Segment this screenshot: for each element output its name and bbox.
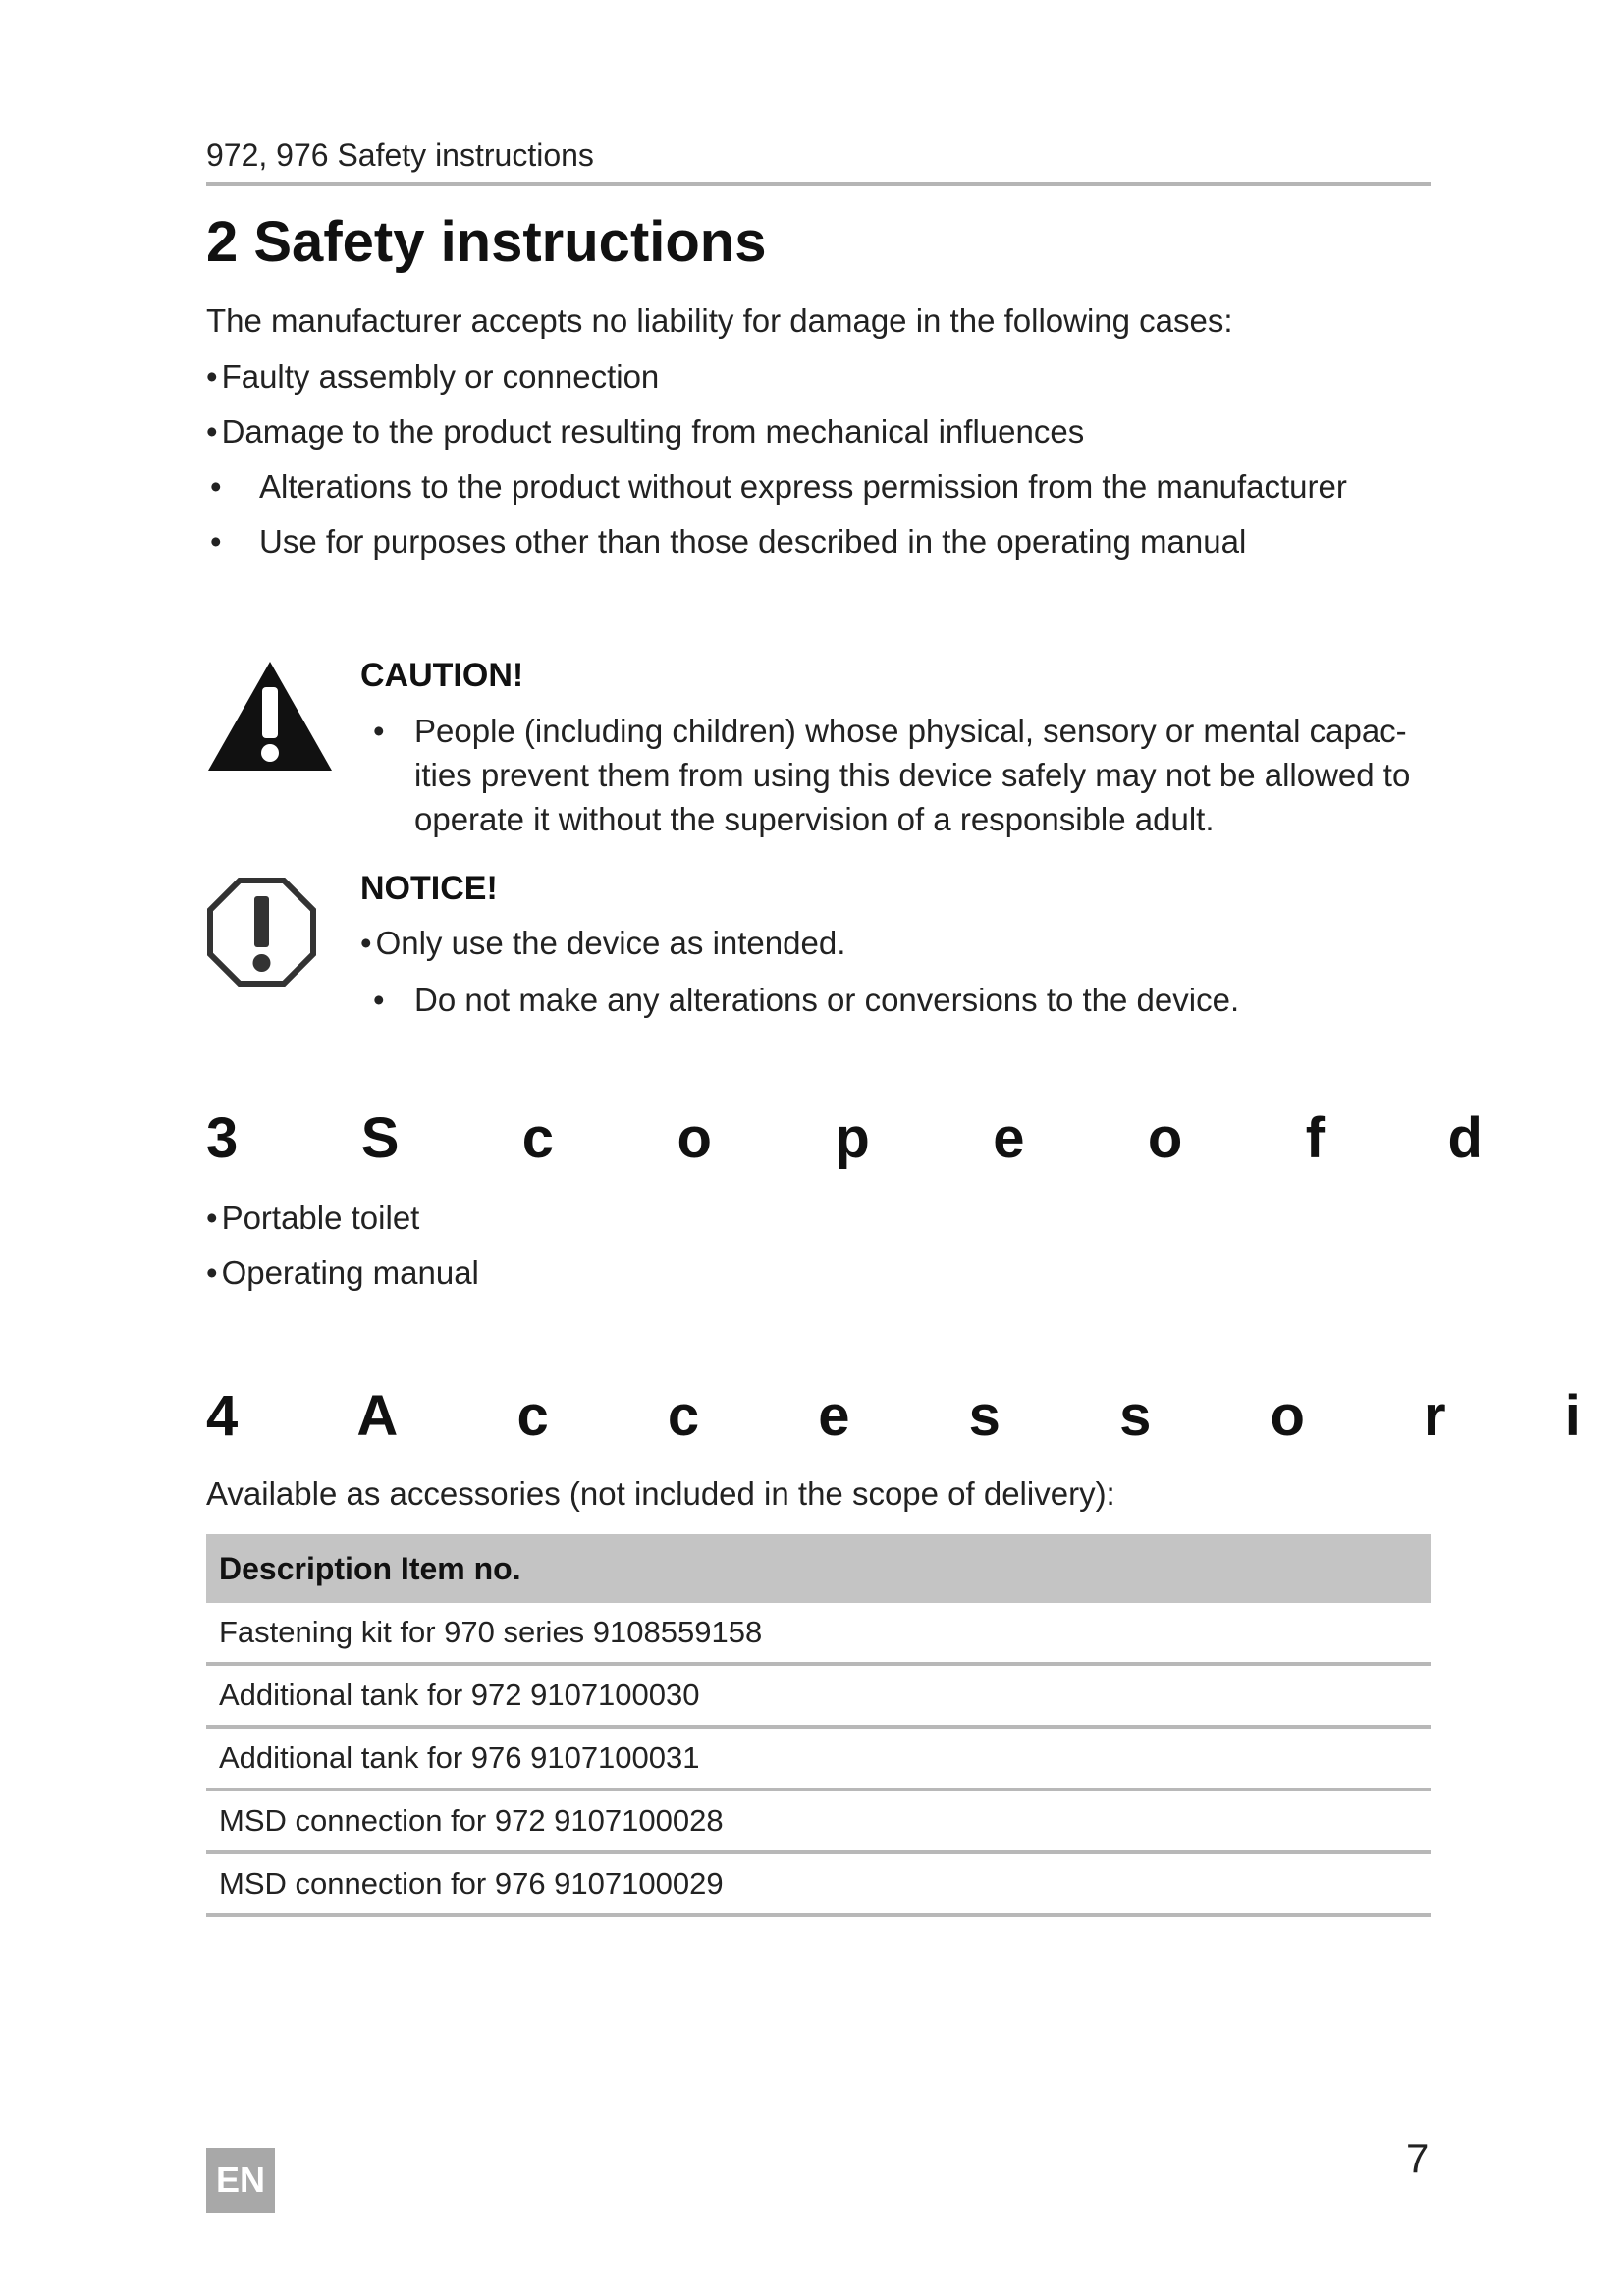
liability-intro: The manufacturer accepts no liability for damage in the following cases: (206, 302, 1233, 339)
table-row (206, 1852, 1431, 1915)
notice-item-text: Do not make any alterations or conversions to the device. (414, 982, 1240, 1018)
table-header-cell: Description Item no. (206, 1534, 1431, 1603)
table-row (206, 1727, 1431, 1789)
liability-item (206, 412, 1084, 452)
notice-item (360, 924, 845, 963)
liability-item (206, 357, 659, 397)
header-rule (206, 182, 1431, 186)
title-char: e (818, 1384, 850, 1448)
scope-item-text: Operating manual (221, 1255, 479, 1291)
title-char: S (360, 1106, 400, 1170)
caution-line: ities prevent them from using this device safely may not be allowed to (414, 757, 1411, 793)
table-header-row (206, 1534, 1431, 1603)
notice-item-text: Only use the device as intended. (375, 925, 846, 961)
notice-octagon-icon (206, 877, 317, 988)
table-cell: Additional tank for 972 9107100030 (206, 1664, 1431, 1727)
table-cell: MSD connection for 976 9107100029 (206, 1852, 1431, 1915)
table-row (206, 1664, 1431, 1727)
notice-label: NOTICE! (360, 870, 498, 907)
section-4-title (206, 1382, 1581, 1451)
bullet-glyph: • (206, 1200, 218, 1236)
caution-line: People (including children) whose physical, sensory or mental capac- (414, 713, 1407, 749)
title-char: s (968, 1384, 1001, 1448)
table-cell: Additional tank for 976 9107100031 (206, 1727, 1431, 1789)
bullet-glyph: • (210, 468, 222, 505)
section-2-title: 2 Safety instructions (206, 210, 767, 274)
liability-item-text: Use for purposes other than those described in the operating manual (259, 523, 1247, 560)
title-char: o (677, 1106, 712, 1170)
title-char: r (1424, 1384, 1446, 1448)
bullet-glyph: • (210, 523, 222, 560)
bullet-glyph: • (206, 358, 218, 395)
title-char: A (356, 1384, 399, 1448)
table-cell: Fastening kit for 970 series 9108559158 (206, 1603, 1431, 1664)
scope-item (206, 1254, 479, 1293)
running-header: 972, 976 Safety instructions (206, 137, 594, 173)
title-char: c (521, 1106, 555, 1170)
caution-line: operate it without the supervision of a responsible adult. (414, 801, 1215, 837)
accessories-table (206, 1534, 1431, 1917)
bullet-glyph: • (360, 925, 372, 961)
title-char: c (667, 1384, 700, 1448)
table-row (206, 1789, 1431, 1852)
title-char: p (835, 1106, 870, 1170)
title-char: 3 (206, 1106, 239, 1170)
caution-label: CAUTION! (360, 657, 524, 694)
accessories-intro: Available as accessories (not included in the scope of delivery): (206, 1475, 1115, 1512)
language-badge: EN (206, 2148, 275, 2213)
title-char: i (1564, 1384, 1581, 1448)
liability-item-text: Damage to the product resulting from mechanical influences (221, 413, 1085, 450)
bullet-glyph: • (206, 1255, 218, 1291)
title-char: f (1305, 1106, 1326, 1170)
liability-item-text: Alterations to the product without express permission from the manufacturer (259, 468, 1347, 505)
section-3-title (206, 1104, 1483, 1173)
liability-item-text: Faulty assembly or connection (221, 358, 660, 395)
title-char: o (1270, 1384, 1305, 1448)
title-char: 4 (206, 1384, 239, 1448)
table-cell: MSD connection for 972 9107100028 (206, 1789, 1431, 1852)
bullet-glyph: • (373, 982, 385, 1018)
warning-triangle-icon (206, 660, 334, 773)
title-char: s (1119, 1384, 1152, 1448)
bullet-glyph: • (373, 713, 385, 749)
title-char: d (1447, 1106, 1483, 1170)
scope-item (206, 1199, 419, 1238)
page-number: 7 (1406, 2135, 1430, 2181)
scope-item-text: Portable toilet (221, 1200, 420, 1236)
title-char: o (1147, 1106, 1183, 1170)
bullet-glyph: • (206, 413, 218, 450)
table-row (206, 1603, 1431, 1664)
title-char: e (993, 1106, 1025, 1170)
title-char: c (516, 1384, 549, 1448)
